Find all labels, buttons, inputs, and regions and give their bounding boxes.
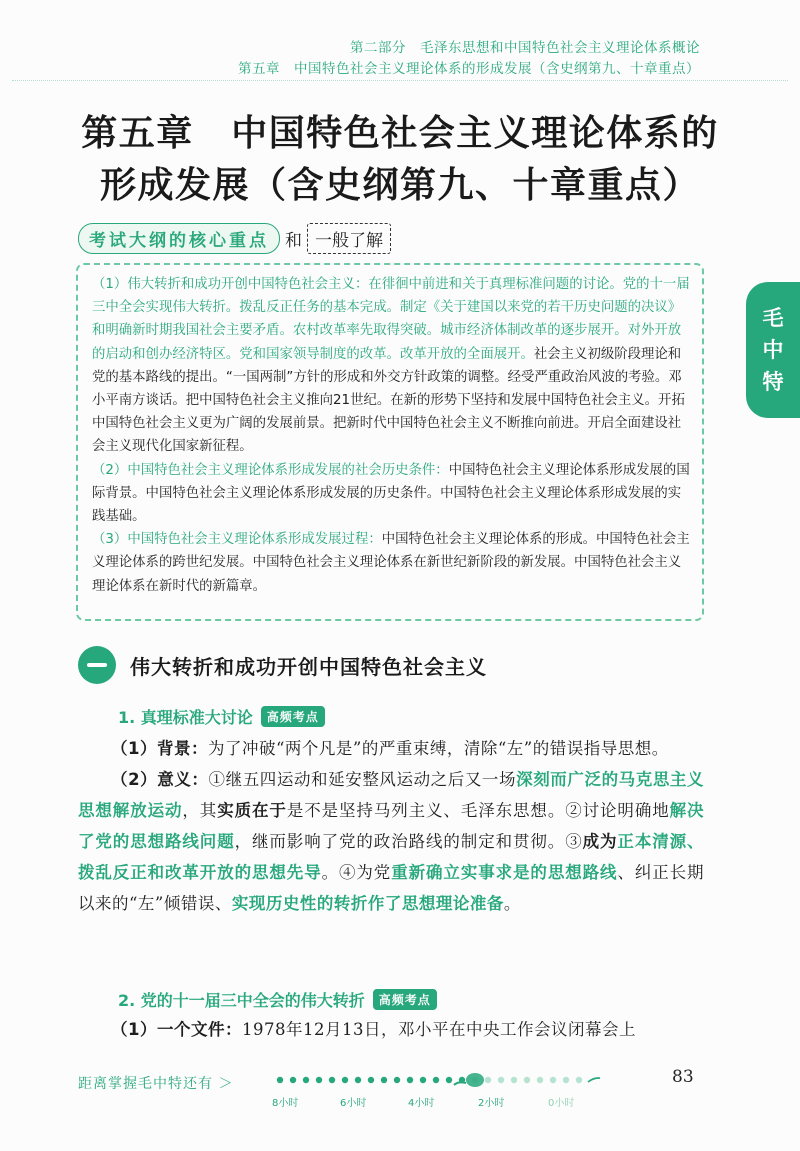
outline-item-3: （3）中国特色社会主义理论体系形成发展过程：中国特色社会主义理论体系的形成。中国特色社会主义理论体系的跨世纪发展。中国特色社会主义理论体系在新世纪新阶段的新发展。中国特色社会主义理论体系在新时代的新篇章。 — [92, 532, 690, 594]
progress-dot — [290, 1077, 296, 1083]
progress-dot — [277, 1077, 283, 1083]
progress-dot — [446, 1077, 452, 1083]
outline-item-2: （2）中国特色社会主义理论体系形成发展的社会历史条件：中国特色社会主义理论体系形成发展的国际背景。中国特色社会主义理论体系形成发展的历史条件。中国特色社会主义理论体系形成发展的实践基础。 — [92, 462, 690, 525]
progress-dot — [342, 1077, 348, 1083]
paragraph-document: （1）一个文件：1978年12月13日，邓小平在中央工作会议闭幕会上 — [111, 1020, 636, 1039]
progress-dot — [563, 1077, 569, 1083]
progress-dot — [407, 1077, 413, 1083]
progress-dot — [576, 1077, 582, 1083]
progress-dot — [524, 1077, 530, 1083]
frequency-badge: 高频考点 — [261, 706, 325, 727]
paragraph-background: （1）背景：为了冲破“两个凡是”的严重束缚，清除“左”的错误指导思想。 — [111, 739, 669, 758]
progress-dot — [355, 1077, 361, 1083]
hour-tick-label: 6小时 — [340, 1098, 367, 1109]
section-title: 伟大转折和成功开创中国特色社会主义 — [130, 654, 487, 679]
subsection-title: 1. 真理标准大讨论 — [118, 708, 253, 727]
chapter-title-line2: 形成发展（含史纲第九、十章重点） — [99, 165, 700, 206]
progress-dot — [433, 1077, 439, 1083]
section-number-one-icon — [78, 646, 116, 684]
subsection-heading — [118, 988, 437, 1011]
outline-item-1: （1）伟大转折和成功开创中国特色社会主义：在徘徊中前进和关于真理标准问题的讨论。党的十一届三中全会实现伟大转折。拨乱反正任务的基本完成。制定《关于建国以来党的若干历史问题的决议》和明确新时期我国社会主要矛盾。农村改革率先取得突破。城市经济体制改革的逐步展开。对外开放的启动和创办经济特区。党和国家领导制度的改革。改革开放的全面展开。社会主义初级阶段理论和党的基本路线的提出。“一国两制”方针的形成和外交方针政策的调整。经受严重政治风波的考验。邓小平南方谈话。把中国特色社会主义推向21世纪。在新的形势下坚持和发展中国特色社会主义。开拓中国特色社会主义更为广阔的发展前景。把新时代中国特色社会主义不断推向前进。开启全面建设社会主义现代化国家新征程。 — [92, 277, 690, 455]
reading-progress-track — [270, 1068, 600, 1113]
progress-dot — [316, 1077, 322, 1083]
progress-dot — [420, 1077, 426, 1083]
paragraph-meaning: （2）意义：①继五四运动和延安整风运动之后又一场深刻而广泛的马克思主义思想解放运动，其实质在于是不是坚持马列主义、毛泽东思想。②讨论明确地解决了党的思想路线问题，继而影响了党的政治路线的制定和贯彻。③成为正本清源、拨乱反正和改革开放的思想先导。④为党重新确立实事求是的思想路线、纠正长期以来的“左”倾错误、实现历史性的转折作了思想理论准备。 — [78, 770, 705, 913]
subject-side-tab — [746, 282, 800, 418]
progress-dot — [550, 1077, 556, 1083]
subsection-title: 2. 党的十一届三中全会的伟大转折 — [118, 991, 365, 1010]
finish-flag-icon — [588, 1072, 600, 1082]
legend-and: 和 — [285, 230, 302, 251]
outline-legend — [78, 223, 391, 253]
frequency-badge: 高频考点 — [373, 989, 437, 1010]
progress-dot — [381, 1077, 387, 1083]
progress-dot — [537, 1077, 543, 1083]
hour-tick-label: 4小时 — [408, 1098, 435, 1109]
progress-dot — [485, 1077, 491, 1083]
progress-dots — [277, 1077, 582, 1083]
body-text-1 — [78, 733, 704, 919]
chapter-title — [50, 108, 750, 212]
running-header-chapter: 第五章 中国特色社会主义理论体系的形成发展（含史纲第九、十章重点） — [238, 61, 700, 77]
running-header-part: 第二部分 毛泽东思想和中国特色社会主义理论体系概论 — [350, 40, 700, 56]
side-tab-char: 特 — [762, 370, 784, 394]
progress-dot — [329, 1077, 335, 1083]
body-text-2 — [78, 1014, 704, 1045]
progress-dot — [511, 1077, 517, 1083]
core-key-tag: 考试大纲的核心重点 — [78, 223, 280, 254]
header-divider — [12, 80, 788, 81]
progress-dot — [394, 1077, 400, 1083]
progress-dot — [303, 1077, 309, 1083]
hour-tick-label: 8小时 — [272, 1098, 299, 1109]
page-number: 83 — [672, 1067, 694, 1087]
progress-dot — [368, 1077, 374, 1083]
section-heading — [78, 646, 487, 684]
runner-icon — [454, 1073, 484, 1087]
side-tab-char: 中 — [762, 338, 784, 362]
progress-dot — [498, 1077, 504, 1083]
general-tag: 一般了解 — [307, 223, 391, 254]
hour-tick-label: 0小时 — [548, 1098, 575, 1109]
subsection-heading — [118, 705, 325, 728]
side-tab-char: 毛 — [762, 306, 784, 330]
progress-label: 距离掌握毛中特还有 ＞ — [78, 1076, 234, 1092]
chapter-title-line1: 第五章 中国特色社会主义理论体系的 — [81, 113, 719, 154]
exam-outline-box — [76, 263, 704, 621]
hour-tick-label: 2小时 — [478, 1098, 505, 1109]
